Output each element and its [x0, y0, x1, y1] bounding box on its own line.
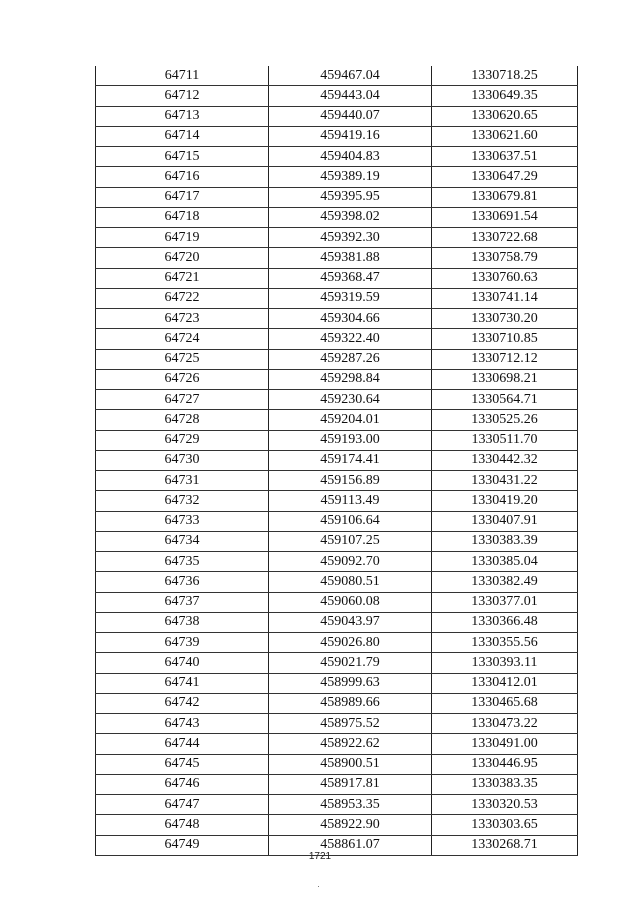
y-coordinate-cell: 1330712.12: [432, 349, 578, 369]
point-id-cell: 64722: [96, 288, 269, 308]
x-coordinate-cell: 458900.51: [269, 754, 432, 774]
x-coordinate-cell: 459043.97: [269, 612, 432, 632]
point-id-cell: 64729: [96, 430, 269, 450]
point-id-cell: 64719: [96, 228, 269, 248]
y-coordinate-cell: 1330730.20: [432, 309, 578, 329]
y-coordinate-cell: 1330649.35: [432, 86, 578, 106]
y-coordinate-cell: 1330383.35: [432, 774, 578, 794]
point-id-cell: 64726: [96, 369, 269, 389]
x-coordinate-cell: 459174.41: [269, 450, 432, 470]
x-coordinate-cell: 458953.35: [269, 795, 432, 815]
y-coordinate-cell: 1330722.68: [432, 228, 578, 248]
point-id-cell: 64744: [96, 734, 269, 754]
y-coordinate-cell: 1330407.91: [432, 511, 578, 531]
table-row: [96, 612, 578, 632]
table-row: [96, 815, 578, 835]
x-coordinate-cell: 458999.63: [269, 673, 432, 693]
x-coordinate-cell: 459106.64: [269, 511, 432, 531]
coordinate-table-container: [95, 66, 577, 856]
point-id-cell: 64721: [96, 268, 269, 288]
y-coordinate-cell: 1330366.48: [432, 612, 578, 632]
point-id-cell: 64742: [96, 693, 269, 713]
y-coordinate-cell: 1330564.71: [432, 390, 578, 410]
table-row: [96, 369, 578, 389]
table-row: [96, 754, 578, 774]
y-coordinate-cell: 1330382.49: [432, 572, 578, 592]
table-row: [96, 207, 578, 227]
point-id-cell: 64749: [96, 835, 269, 855]
table-row: [96, 774, 578, 794]
x-coordinate-cell: 459398.02: [269, 207, 432, 227]
x-coordinate-cell: 459322.40: [269, 329, 432, 349]
y-coordinate-cell: 1330741.14: [432, 288, 578, 308]
table-row: [96, 491, 578, 511]
y-coordinate-cell: 1330647.29: [432, 167, 578, 187]
table-row: [96, 329, 578, 349]
x-coordinate-cell: 459060.08: [269, 592, 432, 612]
point-id-cell: 64731: [96, 471, 269, 491]
y-coordinate-cell: 1330760.63: [432, 268, 578, 288]
page-number: 1721: [308, 851, 332, 862]
x-coordinate-cell: 458922.62: [269, 734, 432, 754]
point-id-cell: 64723: [96, 309, 269, 329]
point-id-cell: 64733: [96, 511, 269, 531]
x-coordinate-cell: 459392.30: [269, 228, 432, 248]
y-coordinate-cell: 1330385.04: [432, 552, 578, 572]
x-coordinate-cell: 459440.07: [269, 106, 432, 126]
point-id-cell: 64714: [96, 126, 269, 146]
table-row: [96, 531, 578, 551]
table-row: [96, 187, 578, 207]
point-id-cell: 64738: [96, 612, 269, 632]
point-id-cell: 64747: [96, 795, 269, 815]
x-coordinate-cell: 459395.95: [269, 187, 432, 207]
x-coordinate-cell: 459467.04: [269, 66, 432, 86]
y-coordinate-cell: 1330412.01: [432, 673, 578, 693]
point-id-cell: 64746: [96, 774, 269, 794]
point-id-cell: 64740: [96, 653, 269, 673]
x-coordinate-cell: 459156.89: [269, 471, 432, 491]
table-row: [96, 471, 578, 491]
x-coordinate-cell: 458989.66: [269, 693, 432, 713]
y-coordinate-cell: 1330758.79: [432, 248, 578, 268]
table-row: [96, 390, 578, 410]
table-row: [96, 714, 578, 734]
y-coordinate-cell: 1330620.65: [432, 106, 578, 126]
y-coordinate-cell: 1330621.60: [432, 126, 578, 146]
point-id-cell: 64748: [96, 815, 269, 835]
point-id-cell: 64720: [96, 248, 269, 268]
x-coordinate-cell: 458922.90: [269, 815, 432, 835]
x-coordinate-cell: 459193.00: [269, 430, 432, 450]
y-coordinate-cell: 1330320.53: [432, 795, 578, 815]
y-coordinate-cell: 1330637.51: [432, 147, 578, 167]
table-row: [96, 693, 578, 713]
table-row: [96, 167, 578, 187]
point-id-cell: 64711: [96, 66, 269, 86]
table-row: [96, 248, 578, 268]
x-coordinate-cell: 459319.59: [269, 288, 432, 308]
y-coordinate-cell: 1330698.21: [432, 369, 578, 389]
table-row: [96, 106, 578, 126]
point-id-cell: 64716: [96, 167, 269, 187]
x-coordinate-cell: 459381.88: [269, 248, 432, 268]
point-id-cell: 64712: [96, 86, 269, 106]
x-coordinate-cell: 459204.01: [269, 410, 432, 430]
table-row: [96, 572, 578, 592]
x-coordinate-cell: 459113.49: [269, 491, 432, 511]
table-row: [96, 450, 578, 470]
table-row: [96, 653, 578, 673]
table-row: [96, 552, 578, 572]
y-coordinate-cell: 1330710.85: [432, 329, 578, 349]
y-coordinate-cell: 1330473.22: [432, 714, 578, 734]
x-coordinate-cell: 458975.52: [269, 714, 432, 734]
table-row: [96, 734, 578, 754]
point-id-cell: 64743: [96, 714, 269, 734]
x-coordinate-cell: 459389.19: [269, 167, 432, 187]
y-coordinate-cell: 1330691.54: [432, 207, 578, 227]
x-coordinate-cell: 459443.04: [269, 86, 432, 106]
table-row: [96, 592, 578, 612]
x-coordinate-cell: 458861.07: [269, 835, 432, 855]
table-row: [96, 147, 578, 167]
table-row: [96, 673, 578, 693]
point-id-cell: 64724: [96, 329, 269, 349]
table-row: [96, 349, 578, 369]
point-id-cell: 64715: [96, 147, 269, 167]
point-id-cell: 64717: [96, 187, 269, 207]
point-id-cell: 64730: [96, 450, 269, 470]
table-row: [96, 288, 578, 308]
point-id-cell: 64745: [96, 754, 269, 774]
point-id-cell: 64741: [96, 673, 269, 693]
table-row: [96, 268, 578, 288]
y-coordinate-cell: 1330431.22: [432, 471, 578, 491]
x-coordinate-cell: 459404.83: [269, 147, 432, 167]
table-row: [96, 633, 578, 653]
y-coordinate-cell: 1330355.56: [432, 633, 578, 653]
y-coordinate-cell: 1330491.00: [432, 734, 578, 754]
table-row: [96, 410, 578, 430]
point-id-cell: 64735: [96, 552, 269, 572]
point-id-cell: 64713: [96, 106, 269, 126]
point-id-cell: 64727: [96, 390, 269, 410]
x-coordinate-cell: 459026.80: [269, 633, 432, 653]
y-coordinate-cell: 1330419.20: [432, 491, 578, 511]
x-coordinate-cell: 459419.16: [269, 126, 432, 146]
y-coordinate-cell: 1330393.11: [432, 653, 578, 673]
y-coordinate-cell: 1330718.25: [432, 66, 578, 86]
table-row: [96, 795, 578, 815]
y-coordinate-cell: 1330446.95: [432, 754, 578, 774]
x-coordinate-cell: 459021.79: [269, 653, 432, 673]
table-row: [96, 511, 578, 531]
coordinate-table: [95, 66, 578, 856]
x-coordinate-cell: 458917.81: [269, 774, 432, 794]
point-id-cell: 64737: [96, 592, 269, 612]
x-coordinate-cell: 459080.51: [269, 572, 432, 592]
point-id-cell: 64734: [96, 531, 269, 551]
y-coordinate-cell: 1330268.71: [432, 835, 578, 855]
y-coordinate-cell: 1330465.68: [432, 693, 578, 713]
point-id-cell: 64728: [96, 410, 269, 430]
coordinate-table-body: [96, 66, 578, 855]
x-coordinate-cell: 459092.70: [269, 552, 432, 572]
y-coordinate-cell: 1330442.32: [432, 450, 578, 470]
scan-speck: [318, 886, 319, 887]
point-id-cell: 64718: [96, 207, 269, 227]
x-coordinate-cell: 459304.66: [269, 309, 432, 329]
x-coordinate-cell: 459107.25: [269, 531, 432, 551]
point-id-cell: 64739: [96, 633, 269, 653]
y-coordinate-cell: 1330383.39: [432, 531, 578, 551]
table-row: [96, 86, 578, 106]
y-coordinate-cell: 1330511.70: [432, 430, 578, 450]
x-coordinate-cell: 459368.47: [269, 268, 432, 288]
x-coordinate-cell: 459287.26: [269, 349, 432, 369]
table-row: [96, 228, 578, 248]
y-coordinate-cell: 1330679.81: [432, 187, 578, 207]
point-id-cell: 64736: [96, 572, 269, 592]
x-coordinate-cell: 459298.84: [269, 369, 432, 389]
point-id-cell: 64725: [96, 349, 269, 369]
table-row: [96, 430, 578, 450]
point-id-cell: 64732: [96, 491, 269, 511]
table-row: [96, 309, 578, 329]
x-coordinate-cell: 459230.64: [269, 390, 432, 410]
y-coordinate-cell: 1330377.01: [432, 592, 578, 612]
y-coordinate-cell: 1330525.26: [432, 410, 578, 430]
y-coordinate-cell: 1330303.65: [432, 815, 578, 835]
table-row: [96, 126, 578, 146]
table-row: [96, 66, 578, 86]
